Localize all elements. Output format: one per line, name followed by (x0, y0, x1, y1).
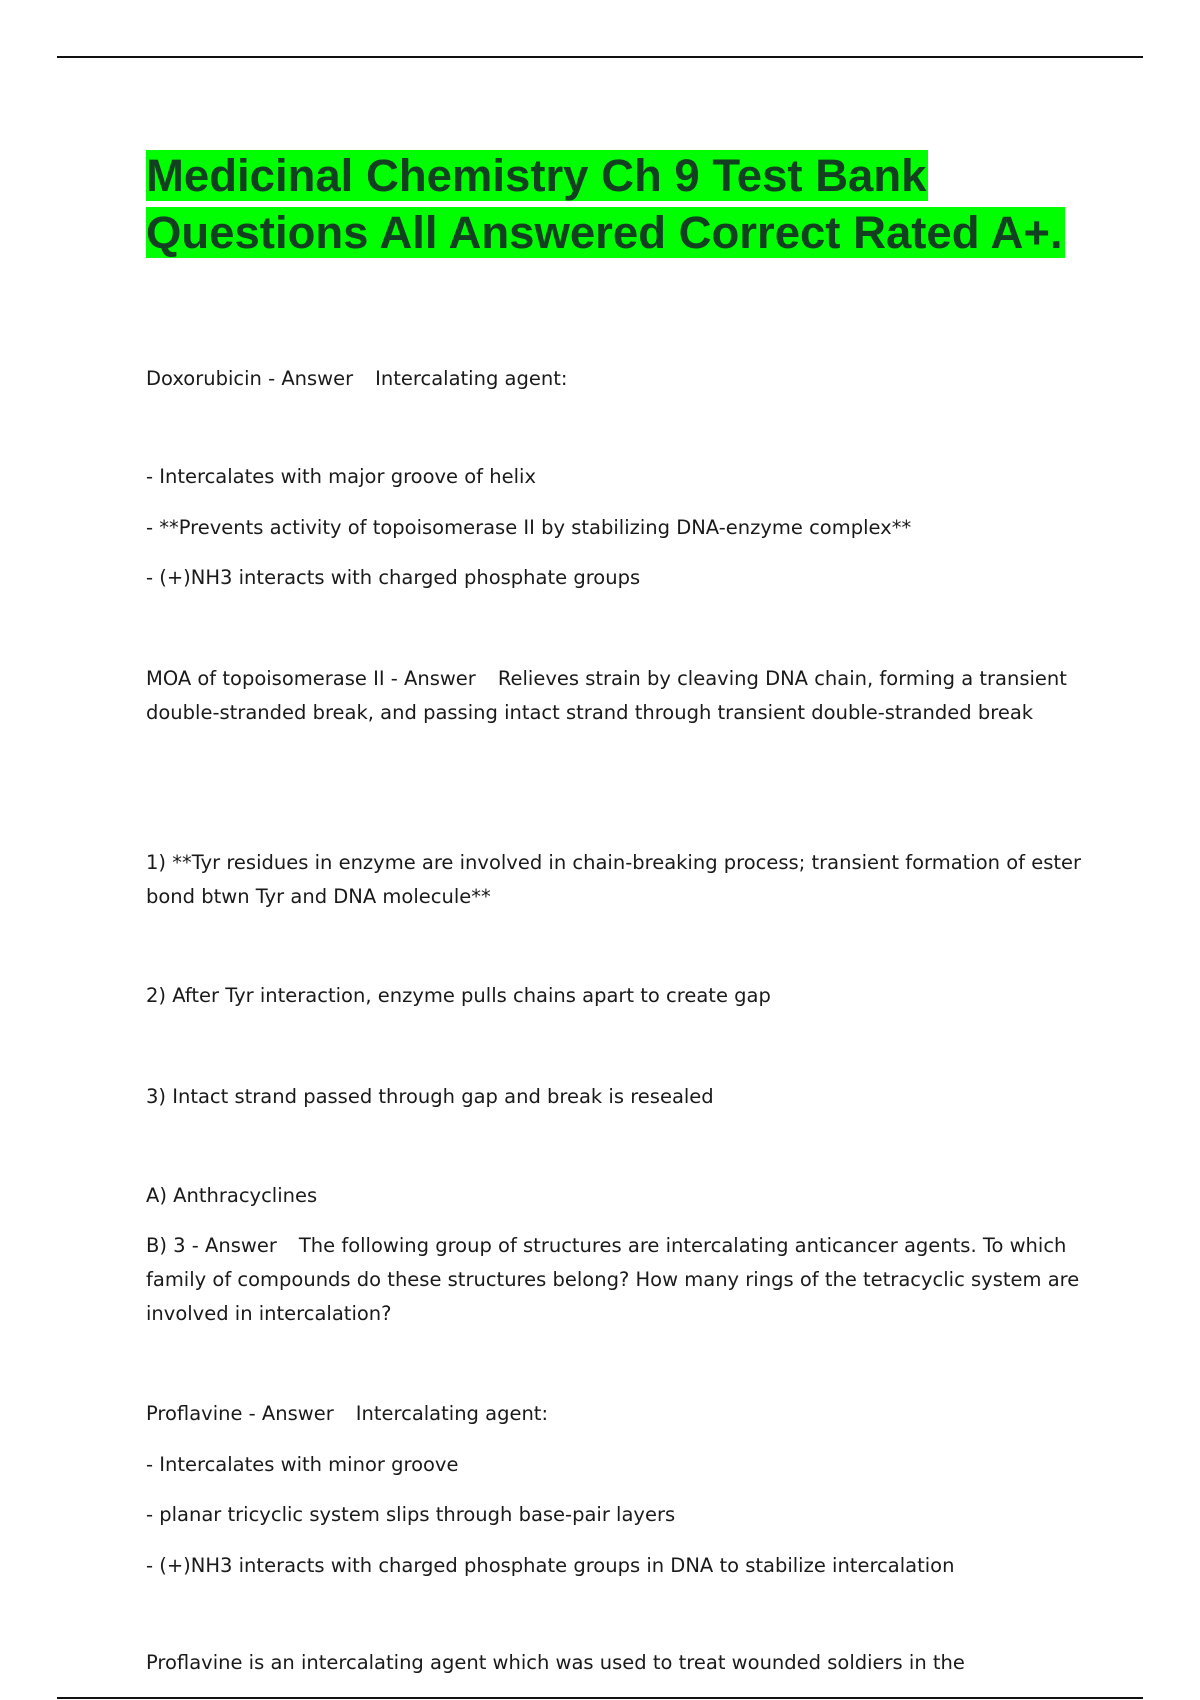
moa-step-2: 2) After Tyr interaction, enzyme pulls chains apart to create gap (146, 984, 771, 1007)
moa-step-1: 1) **Tyr residues in enzyme are involved in chain-breaking process; transient formation of ester bond btwn Tyr and DNA molecule** (146, 851, 1082, 908)
answer-b-question: The following group of structures are intercalating anticancer agents. To which family of compounds do these structures belong? How many rings of the tetracyclic system are involved in intercalation? (146, 1234, 1080, 1325)
bottom-rule (57, 1697, 1143, 1699)
doxorubicin-point-1: - Intercalates with major groove of helix (146, 465, 536, 488)
proflavine-point-3: - (+)NH3 interacts with charged phosphate groups in DNA to stabilize intercalation (146, 1554, 955, 1577)
answer-a: A) Anthracyclines (146, 1184, 318, 1207)
doxorubicin-term: Doxorubicin - Answer (146, 367, 354, 390)
doxorubicin-point-3: - (+)NH3 interacts with charged phosphate groups (146, 566, 641, 589)
answer-b-entry (146, 1229, 1086, 1331)
moa-entry (146, 662, 1086, 730)
moa-step-3: 3) Intact strand passed through gap and break is resealed (146, 1085, 714, 1108)
document-title (146, 148, 1076, 261)
doxorubicin-entry (146, 362, 567, 396)
doxorubicin-point-2: - **Prevents activity of topoisomerase II by stabilizing DNA-enzyme complex** (146, 516, 912, 539)
moa-definition: Relieves strain by cleaving DNA chain, forming a transient double-stranded break, and passing intact strand through transient double-stranded break (146, 667, 1067, 724)
proflavine-note: Proflavine is an intercalating agent which was used to treat wounded soldiers in the (146, 1651, 965, 1674)
answer-b-term: B) 3 - Answer (146, 1234, 277, 1257)
proflavine-term: Proflavine - Answer (146, 1402, 334, 1425)
proflavine-point-2: - planar tricyclic system slips through base-pair layers (146, 1503, 676, 1526)
proflavine-point-1: - Intercalates with minor groove (146, 1453, 459, 1476)
doxorubicin-definition: Intercalating agent: (375, 367, 568, 390)
proflavine-entry (146, 1397, 548, 1431)
title-highlight: Medicinal Chemistry Ch 9 Test Bank Questions All Answered Correct Rated A+. (146, 150, 1063, 258)
proflavine-definition: Intercalating agent: (355, 1402, 549, 1425)
top-rule (57, 56, 1143, 58)
moa-term: MOA of topoisomerase II - Answer (146, 667, 476, 690)
